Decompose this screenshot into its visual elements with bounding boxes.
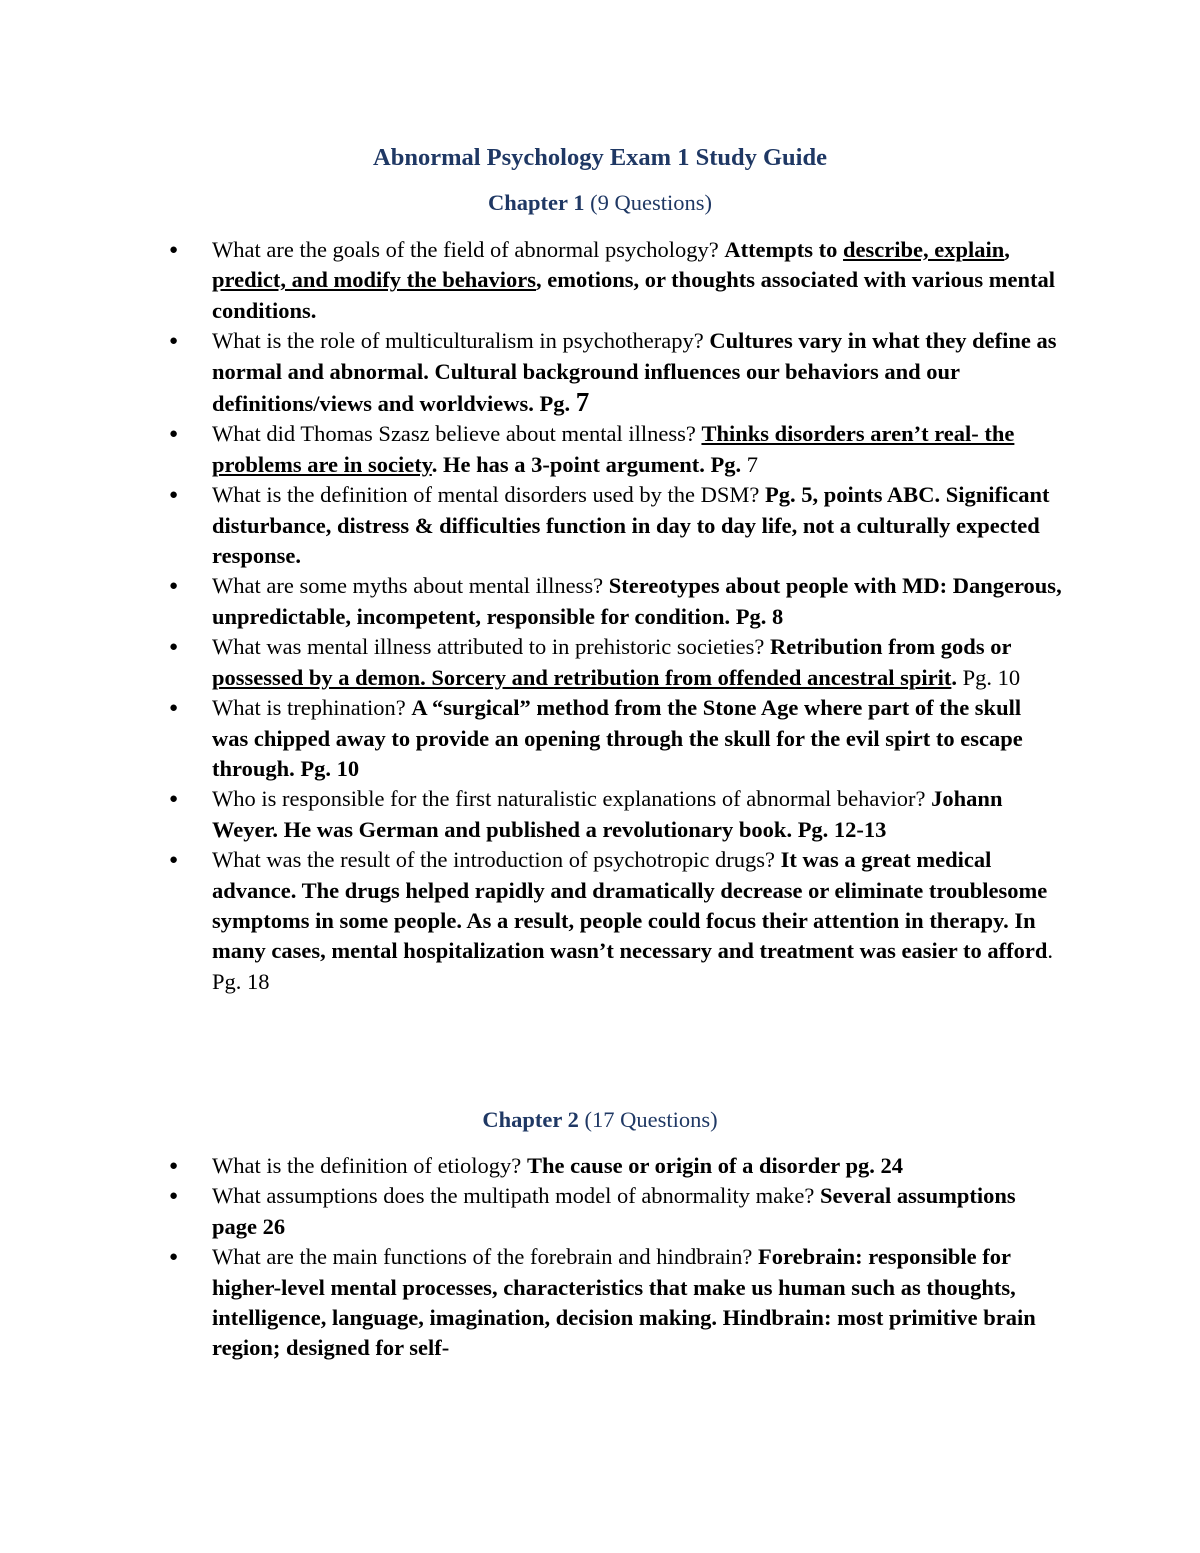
document-title: Abnormal Psychology Exam 1 Study Guide (373, 144, 827, 171)
answer-text: The cause or origin of a disorder pg. 24 (526, 1153, 903, 1178)
question-text: What are some myths about mental illness? (212, 573, 604, 599)
chapter-2-label: Chapter 2 (482, 1107, 579, 1132)
question-text: What is the role of multiculturalism in psychotherapy? (212, 328, 704, 354)
list-item (0, 784, 1200, 845)
bullet-icon: ● (169, 242, 179, 258)
list-item (0, 693, 1200, 784)
answer-text: It was a great medical advance. The drugs helped rapidly and dramatically decrease or eliminate troublesome symptoms in some people. As a result, people could focus their attention in therapy. In many cases, mental hospitalization wasn’t necessary and treatment was easier to afford (212, 847, 1048, 964)
chapter-1-heading (0, 188, 1200, 218)
page-ref: Pg. 10 (962, 664, 1021, 690)
chapter-2-count: (17 Questions) (584, 1107, 718, 1132)
answer-text: . (951, 664, 963, 690)
bullet-icon: ● (169, 487, 179, 504)
bullet-icon: ● (169, 639, 179, 656)
answer-text: , emotions, or thoughts associated with various mental conditions. (212, 267, 1055, 323)
list-item (0, 1151, 1200, 1181)
page-ref: . Pg. 18 (212, 938, 1053, 994)
list-item (0, 1181, 1200, 1242)
answer-text: Johann Weyer. He was German and published a revolutionary book. Pg. 12-13 (212, 786, 1003, 842)
chapter-1-label: Chapter 1 (488, 190, 585, 215)
bullet-icon: ● (169, 333, 179, 350)
answer-text: Retribution from gods or (769, 634, 1012, 660)
answer-text: Attempts to (724, 237, 844, 262)
answer-text: Pg. 5, points ABC. Significant disturbance, distress & difficulties function in day to day life, not a culturally expected response. (212, 482, 1050, 569)
answer-underlined: predict, and modify the behaviors (212, 267, 536, 293)
bullet-icon: ● (169, 852, 179, 869)
question-text: What are the main functions of the forebrain and hindbrain? (212, 1244, 753, 1270)
page-ref: 7 (746, 451, 759, 477)
answer-text: Forebrain: responsible for higher-level mental processes, characteristics that make us human such as thoughts, intelligence, language, imagination, decision making. Hindbrain: most primitive brain region; designed for self- (212, 1244, 1036, 1361)
bullet-icon: ● (169, 1188, 179, 1205)
answer-text: A “surgical” method from the Stone Age where part of the skull was chipped away to provide an opening through the skull for the evil spirt to escape through. Pg. 10 (212, 695, 1023, 781)
list-item (0, 571, 1200, 632)
answer-text: , (1004, 237, 1010, 262)
question-text: What are the goals of the field of abnormal psychology? (212, 237, 719, 262)
question-text: What is trephination? (212, 695, 406, 721)
answer-underlined: describe, explain (843, 237, 1005, 262)
question-text: What was the result of the introduction of psychotropic drugs? (212, 847, 775, 873)
chapter-2-question-list (0, 1151, 1200, 1364)
question-text: What is the definition of mental disorders used by the DSM? (212, 482, 760, 508)
bullet-icon: ● (169, 791, 179, 808)
chapter-2-heading (0, 1105, 1200, 1135)
bullet-icon: ● (169, 426, 179, 443)
answer-underlined: possessed by a demon. Sorcery and retribution from offended ancestral spirit (212, 664, 952, 690)
answer-text: Several assumptions page 26 (212, 1183, 1016, 1239)
question-text: What did Thomas Szasz believe about mental illness? (212, 421, 696, 447)
answer-text: Stereotypes about people with MD: Dangerous, unpredictable, incompetent, responsible for condition. Pg. 8 (212, 573, 1062, 629)
answer-underlined: Thinks disorders aren’t real- the problems are in society (212, 421, 1015, 477)
chapter-1-count: (9 Questions) (590, 190, 712, 215)
list-item (0, 419, 1200, 480)
answer-text: Cultures vary in what they define as normal and abnormal. Cultural background influences our behaviors and our definitions/views and worldviews. Pg. (212, 328, 1057, 417)
list-item (0, 235, 1200, 326)
bullet-icon: ● (169, 1249, 179, 1266)
list-item (0, 1242, 1200, 1364)
question-text: What is the definition of etiology? (212, 1153, 522, 1178)
chapter-1-question-list (0, 235, 1200, 997)
page-ref: 7 (575, 387, 590, 418)
list-item (0, 480, 1200, 571)
list-item (0, 326, 1200, 419)
bullet-icon: ● (169, 1158, 179, 1174)
list-item (0, 632, 1200, 693)
question-text: What assumptions does the multipath model of abnormality make? (212, 1183, 815, 1209)
bullet-icon: ● (169, 578, 179, 595)
question-text: Who is responsible for the first naturalistic explanations of abnormal behavior? (212, 786, 926, 812)
list-item (0, 845, 1200, 997)
question-text: What was mental illness attributed to in prehistoric societies? (212, 634, 765, 660)
bullet-icon: ● (169, 700, 179, 717)
answer-text: . He has a 3-point argument. Pg. (431, 451, 747, 477)
